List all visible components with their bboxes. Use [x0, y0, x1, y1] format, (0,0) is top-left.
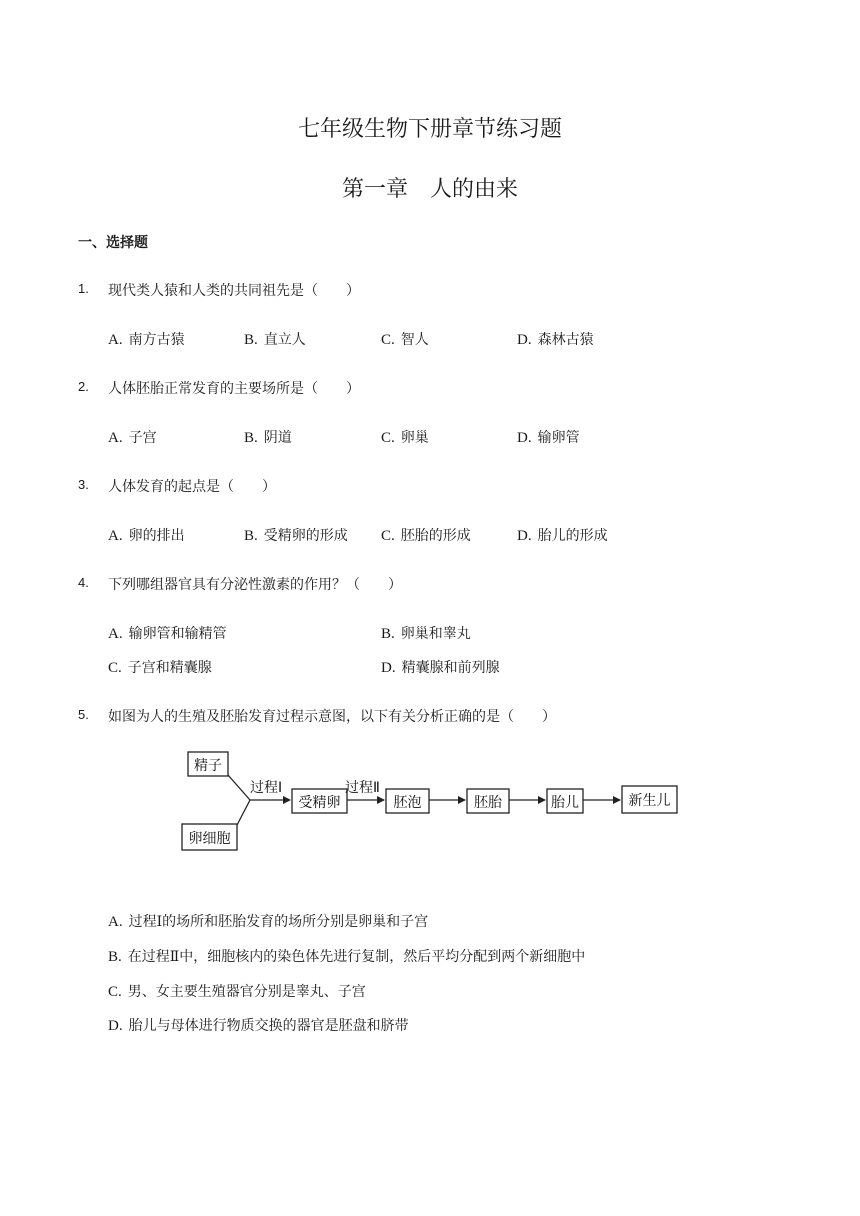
option-d[interactable]: D. 胎儿的形成	[517, 528, 608, 544]
question-number: 3.	[78, 477, 89, 492]
question-number: 2.	[78, 379, 89, 394]
fetus-label: 胎儿	[551, 795, 579, 811]
zygote-label: 受精卵	[298, 795, 341, 811]
process1-label: 过程Ⅰ	[250, 780, 283, 796]
option-c[interactable]: C. 胚胎的形成	[381, 528, 471, 544]
option-c[interactable]: C. 男、女主要生殖器官分别是睾丸、子宫	[108, 984, 366, 1000]
question-text: 如图为人的生殖及胚胎发育过程示意图，以下有关分析正确的是（ ）	[108, 709, 556, 725]
question-text: 现代类人猿和人类的共同祖先是（ ）	[108, 283, 360, 299]
process2-label: 过程Ⅱ	[345, 780, 380, 796]
option-d[interactable]: D. 胎儿与母体进行物质交换的器官是胚盘和脐带	[108, 1018, 409, 1034]
option-a[interactable]: A. 子宫	[108, 430, 157, 446]
option-a[interactable]: A. 输卵管和输精管	[108, 626, 227, 642]
question-text: 人体胚胎正常发育的主要场所是（ ）	[108, 381, 360, 397]
option-b[interactable]: B. 直立人	[244, 332, 306, 348]
newborn-label: 新生儿	[628, 793, 671, 809]
option-b[interactable]: B. 受精卵的形成	[244, 528, 348, 544]
option-b[interactable]: B. 在过程Ⅱ中，细胞核内的染色体先进行复制，然后平均分配到两个新细胞中	[108, 949, 586, 965]
question-number: 5.	[78, 707, 89, 722]
sperm-line	[228, 775, 250, 800]
question-number: 1.	[78, 281, 89, 296]
egg-label: 卵细胞	[188, 831, 231, 847]
egg-line	[236, 800, 250, 827]
option-a[interactable]: A. 卵的排出	[108, 528, 185, 544]
option-c[interactable]: C. 子宫和精囊腺	[108, 660, 212, 676]
option-a[interactable]: A. 过程Ⅰ的场所和胚胎发育的场所分别是卵巢和子宫	[108, 914, 429, 930]
reproduction-diagram	[180, 745, 680, 860]
page-title: 七年级生物下册章节练习题	[297, 117, 562, 142]
question-number: 4.	[78, 575, 89, 590]
option-d[interactable]: D. 森林古猿	[517, 332, 594, 348]
option-d[interactable]: D. 精囊腺和前列腺	[381, 660, 500, 676]
blastocyst-label: 胚泡	[393, 795, 422, 811]
sperm-label: 精子	[194, 758, 222, 774]
chapter-title: 第一章 人的由来	[341, 177, 518, 202]
option-a[interactable]: A. 南方古猿	[108, 332, 185, 348]
section-heading: 一、选择题	[78, 235, 148, 251]
option-d[interactable]: D. 输卵管	[517, 430, 580, 446]
option-b[interactable]: B. 卵巢和睾丸	[381, 626, 471, 642]
question-text: 人体发育的起点是（ ）	[108, 479, 276, 495]
option-c[interactable]: C. 智人	[381, 332, 429, 348]
option-b[interactable]: B. 阴道	[244, 430, 292, 446]
question-text: 下列哪组器官具有分泌性激素的作用？（ ）	[108, 577, 402, 593]
option-c[interactable]: C. 卵巢	[381, 430, 429, 446]
embryo-label: 胚胎	[474, 795, 502, 811]
